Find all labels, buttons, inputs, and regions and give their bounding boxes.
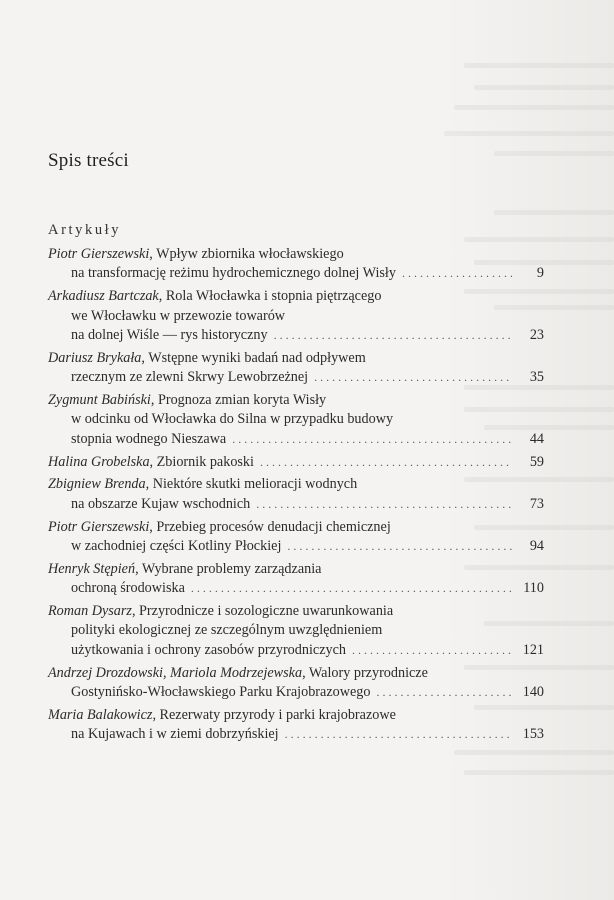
toc-line: Roman Dysarz, Przyrodnicze i sozologiczne uwarunkowania xyxy=(48,603,394,620)
toc-line xyxy=(48,495,544,514)
page-number: 121 xyxy=(522,641,544,658)
page-number: 73 xyxy=(529,495,544,512)
toc-line: Piotr Gierszewski, Wpływ zbiornika włocławskiego xyxy=(48,246,344,262)
page-number: 23 xyxy=(529,327,544,344)
dot-leader xyxy=(352,641,512,660)
table-of-contents xyxy=(48,245,544,748)
entry-author: Andrzej Drozdowski, Mariola Modrzejewska xyxy=(48,664,303,681)
entry-author: Piotr Gierszewski xyxy=(48,518,150,535)
entry-title: we Włocławku w przewozie towarów xyxy=(71,307,286,324)
section-heading: Artykuły xyxy=(48,222,122,238)
dot-leader xyxy=(402,264,512,283)
toc-line xyxy=(48,641,544,660)
ghost-line xyxy=(8,126,614,140)
entry-title: w zachodniej części Kotliny Płockiej xyxy=(71,538,282,555)
dot-leader xyxy=(232,430,512,449)
page-number: 110 xyxy=(523,580,544,597)
toc-line xyxy=(48,368,544,387)
entry-title-text xyxy=(71,725,279,744)
entry-title: Wybrane problemy zarządzania xyxy=(141,560,322,577)
dot-leader xyxy=(314,368,512,387)
entry-title: użytkowania i ochrony zasobów przyrodniczych xyxy=(71,641,346,658)
entry-author: Zbigniew Brenda xyxy=(48,476,146,493)
entry-title-text xyxy=(71,264,396,283)
ghost-line xyxy=(8,100,614,114)
entry-title: Gostynińsko-Włocławskiego Parku Krajobrazowego xyxy=(71,684,371,701)
dot-leader xyxy=(260,453,512,472)
entry-author: Piotr Gierszewski xyxy=(48,246,150,262)
entry-title-text xyxy=(71,430,226,449)
ghost-line xyxy=(8,80,614,94)
toc-line: Maria Balakowicz, Rezerwaty przyrody i parki krajobrazowe xyxy=(48,706,396,723)
entry-title: na dolnej Wiśle — rys historyczny xyxy=(71,327,268,344)
toc-line xyxy=(48,725,544,744)
toc-entry[interactable] xyxy=(48,475,544,514)
toc-entry[interactable] xyxy=(48,349,544,388)
entry-author: Arkadiusz Bartczak xyxy=(48,288,159,305)
page-title: Spis treści xyxy=(48,150,129,171)
entry-title-text xyxy=(71,537,281,556)
page-number: 94 xyxy=(529,538,544,555)
toc-entry[interactable] xyxy=(48,560,544,599)
toc-line xyxy=(48,537,544,556)
toc-line xyxy=(48,579,544,598)
toc-line xyxy=(48,430,544,449)
entry-title-text xyxy=(71,495,250,514)
toc-entry[interactable] xyxy=(48,391,544,449)
toc-line xyxy=(48,410,544,429)
entry-title: Rola Włocławka i stopnia piętrzącego xyxy=(165,288,382,305)
toc-entry[interactable] xyxy=(48,664,544,703)
entry-author: Zygmunt Babiński xyxy=(48,392,151,409)
entry-title-text: Halina Grobelska, Zbiornik pakoski xyxy=(48,453,254,470)
entry-title: na transformację reżimu hydrochemicznego dolnej Wisły xyxy=(71,265,396,282)
entry-author: Roman Dysarz xyxy=(48,603,132,620)
toc-line: Piotr Gierszewski, Przebieg procesów denudacji chemicznej xyxy=(48,518,391,535)
toc-line: Zygmunt Babiński, Prognoza zmian koryta Wisły xyxy=(48,392,327,409)
dot-leader xyxy=(256,495,512,514)
entry-title-text xyxy=(71,579,185,598)
toc-line: Arkadiusz Bartczak, Rola Włocławka i stopnia piętrzącego xyxy=(48,288,382,305)
entry-title: ochroną środowiska xyxy=(71,580,185,597)
entry-title: Wpływ zbiornika włocławskiego xyxy=(156,246,344,262)
toc-line xyxy=(48,264,544,283)
entry-title: polityki ekologicznej ze szczególnym uwzględnieniem xyxy=(71,622,383,639)
entry-title: na obszarze Kujaw wschodnich xyxy=(71,495,251,512)
entry-title-text xyxy=(71,368,308,387)
entry-title: na Kujawach i w ziemi dobrzyńskiej xyxy=(71,726,279,743)
toc-entry[interactable] xyxy=(48,287,544,345)
ghost-line xyxy=(8,765,614,779)
entry-title: Niektóre skutki melioracji wodnych xyxy=(152,476,358,493)
entry-author: Maria Balakowicz xyxy=(48,706,153,723)
entry-title-text xyxy=(71,326,268,345)
dot-leader xyxy=(285,725,512,744)
entry-title-text xyxy=(71,683,370,702)
toc-line xyxy=(48,307,544,326)
toc-entry[interactable] xyxy=(48,602,544,660)
toc-entry[interactable] xyxy=(48,518,544,557)
entry-author: Dariusz Brykała xyxy=(48,349,142,366)
toc-entry[interactable] xyxy=(48,453,544,472)
entry-title: Rezerwaty przyrody i parki krajobrazowe xyxy=(159,706,396,723)
entry-title-text xyxy=(71,641,346,660)
toc-line xyxy=(48,683,544,702)
toc-entry[interactable] xyxy=(48,245,544,284)
dot-leader xyxy=(191,579,512,598)
toc-line: Zbigniew Brenda, Niektóre skutki melioracji wodnych xyxy=(48,476,358,493)
toc-line xyxy=(48,453,544,472)
page-number: 59 xyxy=(529,453,544,470)
toc-line: Henryk Stępień, Wybrane problemy zarządzania xyxy=(48,560,322,577)
page-number: 153 xyxy=(522,726,544,743)
dot-leader xyxy=(376,683,512,702)
entry-title: Przebieg procesów denudacji chemicznej xyxy=(156,518,391,535)
entry-title: Wstępne wyniki badań nad odpływem xyxy=(148,349,366,366)
entry-title: stopnia wodnego Nieszawa xyxy=(71,430,227,447)
page-number: 44 xyxy=(529,430,544,447)
entry-title: Przyrodnicze i sozologiczne uwarunkowania xyxy=(139,603,394,620)
entry-title: Walory przyrodnicze xyxy=(308,664,428,681)
entry-title: Zbiornik pakoski xyxy=(156,453,254,470)
entry-author: Henryk Stępień xyxy=(48,560,136,577)
dot-leader xyxy=(287,537,512,556)
dot-leader xyxy=(274,326,512,345)
entry-title: w odcinku od Włocławka do Silna w przypadku budowy xyxy=(71,411,394,428)
entry-author: Halina Grobelska xyxy=(48,453,150,470)
page-number: 140 xyxy=(522,684,544,701)
toc-line xyxy=(48,621,544,640)
ghost-line xyxy=(8,205,614,219)
entry-title: Prognoza zmian koryta Wisły xyxy=(157,392,327,409)
page-number: 9 xyxy=(536,265,544,282)
toc-line: Dariusz Brykała, Wstępne wyniki badań nad odpływem xyxy=(48,349,366,366)
toc-entry[interactable] xyxy=(48,706,544,745)
toc-line xyxy=(48,326,544,345)
page-number: 35 xyxy=(529,369,544,386)
toc-line: Andrzej Drozdowski, Mariola Modrzejewska, Walory przyrodnicze xyxy=(48,664,428,681)
entry-title: rzecznym ze zlewni Skrwy Lewobrzeżnej xyxy=(71,369,309,386)
ghost-line xyxy=(8,58,614,72)
